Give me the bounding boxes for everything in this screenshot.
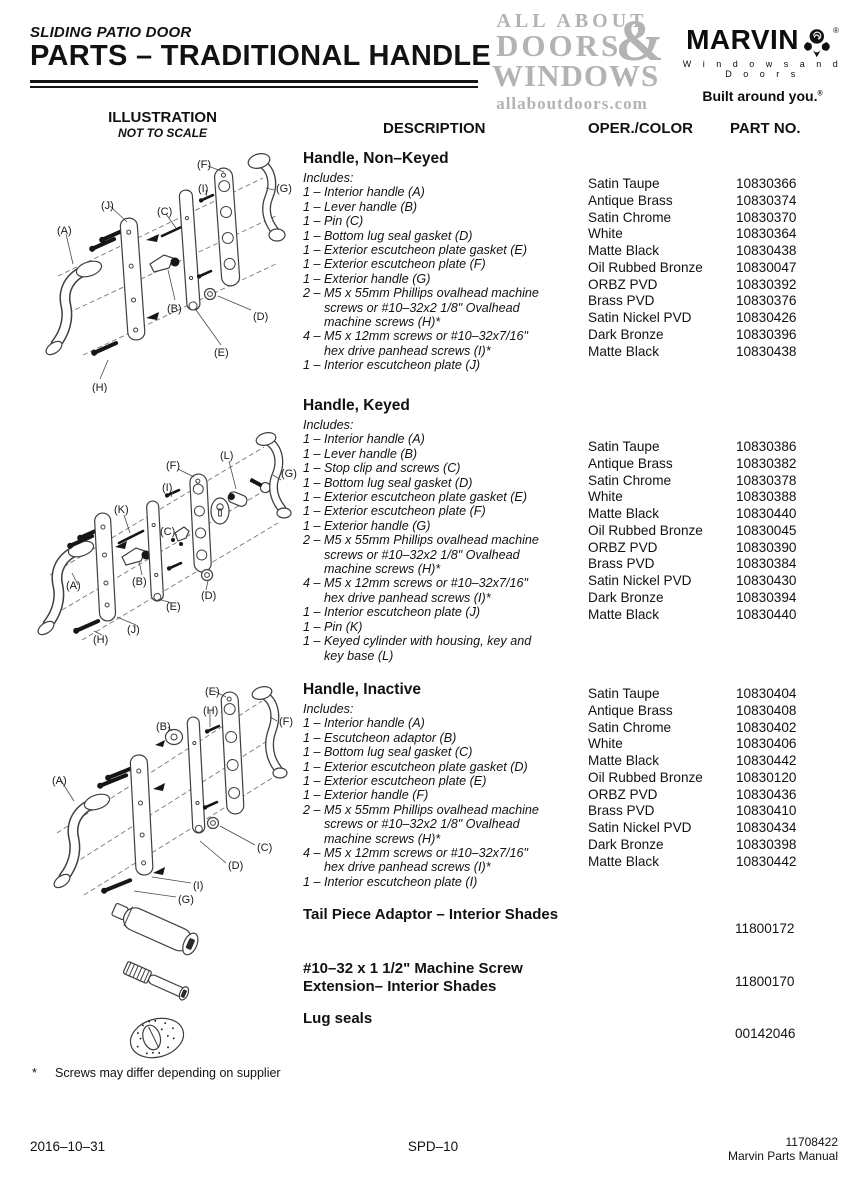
finish-part-number: 10830388 (736, 489, 797, 505)
finish-table-keyed (588, 439, 838, 623)
finish-row (588, 193, 838, 210)
includes-item: 1 – Keyed cylinder with housing, key and (303, 634, 532, 649)
callout-label: (K) (114, 504, 129, 516)
column-header-description: DESCRIPTION (383, 120, 486, 137)
illustration-handle-inactive (22, 683, 302, 908)
includes-list (303, 185, 578, 372)
finish-color: Matte Black (588, 753, 660, 768)
callout-label: (H) (92, 382, 108, 393)
section-handle-keyed (303, 397, 578, 663)
finish-row (588, 456, 838, 473)
finish-part-number: 10830376 (736, 293, 797, 309)
callout-label: (C) (160, 526, 176, 538)
part-number: 11800170 (735, 974, 795, 989)
finish-color: Satin Chrome (588, 472, 672, 488)
tail-piece-adaptor-drawing (109, 903, 201, 957)
includes-item: 1 – Bottom lug seal gasket (C) (303, 745, 473, 760)
illustration-misc-parts (105, 903, 240, 1065)
finish-color: Satin Chrome (588, 209, 672, 225)
includes-item: 1 – Exterior handle (G) (303, 271, 431, 286)
includes-item: key base (L) (303, 648, 394, 663)
finish-row (588, 703, 838, 720)
callout-label: (I) (193, 880, 204, 892)
finish-color: White (588, 736, 623, 752)
finish-part-number: 10830438 (736, 243, 797, 258)
lever-handle-drawing (150, 255, 173, 272)
finish-color: ORBZ PVD (588, 276, 658, 292)
finish-part-number: 10830120 (736, 769, 797, 785)
includes-item: 4 – M5 x 12mm screws or #10–32x7/16" (303, 576, 528, 591)
finish-part-number: 10830434 (736, 820, 797, 835)
brand-tagline: Built around you.® (702, 88, 823, 104)
callout-label: (G) (281, 468, 297, 480)
finish-color: Oil Rubbed Bronze (588, 522, 703, 538)
includes-item: screws or #10–32x2 1/8" Ovalhead (303, 817, 520, 832)
page-title: PARTS – TRADITIONAL HANDLE (30, 40, 492, 72)
column-header-oper-color: OPER./COLOR (588, 120, 694, 137)
finish-row (588, 556, 838, 573)
includes-item: 1 – Exterior escutcheon plate (F) (303, 257, 486, 272)
finish-color: Antique Brass (588, 455, 673, 471)
illustration-handle-non-keyed (28, 148, 303, 393)
watermark-line3: WINDOWS (492, 58, 660, 93)
finish-row (588, 686, 838, 703)
callout-label: (E) (214, 347, 229, 359)
finish-row (588, 327, 838, 344)
finish-part-number: 10830440 (736, 606, 797, 622)
finish-part-number: 10830438 (736, 343, 797, 359)
finish-row (588, 439, 838, 456)
column-header-part-no: PART NO. (730, 120, 801, 137)
includes-item: machine screws (H)* (303, 831, 441, 846)
includes-item: 1 – Pin (C) (303, 214, 364, 229)
finish-row (588, 277, 838, 294)
finish-row (588, 787, 838, 804)
callout-label: (A) (57, 225, 72, 237)
finish-color: White (588, 489, 623, 505)
brand-name: MARVIN (686, 24, 800, 55)
includes-item: 1 – Interior escutcheon plate (J) (303, 605, 481, 620)
finish-part-number: 10830386 (736, 439, 797, 454)
finish-row (588, 540, 838, 557)
includes-item: machine screws (H)* (303, 562, 441, 577)
finish-part-number: 10830378 (736, 472, 797, 488)
finish-color: Matte Black (588, 853, 660, 869)
includes-item: 2 – M5 x 55mm Phillips ovalhead machine (303, 286, 539, 301)
extra-part-lug-seals: Lug seals (303, 1010, 373, 1027)
finish-part-number: 10830366 (736, 176, 797, 191)
callout-label: (H) (203, 705, 219, 717)
finish-part-number: 10830436 (736, 786, 797, 802)
includes-item: 1 – Escutcheon adaptor (B) (303, 730, 457, 745)
callout-label: (B) (132, 576, 147, 588)
callout-label: (A) (66, 580, 81, 592)
finish-part-number: 10830047 (736, 259, 797, 275)
finish-part-number: 10830374 (736, 192, 797, 208)
footnote-text: Screws may differ depending on supplier (55, 1066, 281, 1080)
finish-color: Matte Black (588, 606, 660, 622)
exterior-handle-drawing (247, 151, 285, 241)
finish-color: White (588, 226, 623, 242)
extra-part-machine-screw-extension: #10–32 x 1 1/2" Machine Screw Extension– Interior Shades (303, 960, 523, 995)
callout-label: (B) (156, 721, 171, 733)
section-title: Handle, Keyed (303, 397, 410, 414)
includes-item: 1 – Bottom lug seal gasket (D) (303, 228, 473, 243)
finish-color: Dark Bronze (588, 836, 664, 852)
finish-row (588, 293, 838, 310)
section-title: Handle, Non–Keyed (303, 150, 449, 167)
finish-part-number: 10830406 (736, 736, 797, 752)
finish-color: ORBZ PVD (588, 539, 658, 555)
callout-label: (J) (127, 624, 140, 636)
watermark-line1: ALL ABOUT (496, 10, 648, 32)
callout-label: (C) (157, 206, 173, 218)
includes-item: 1 – Exterior escutcheon plate (E) (303, 774, 487, 789)
finish-row (588, 523, 838, 540)
callout-label: (G) (276, 183, 292, 195)
finish-row (588, 736, 838, 753)
callout-label: (B) (167, 303, 182, 315)
finish-color: Matte Black (588, 506, 660, 521)
brand-block (680, 26, 845, 104)
finish-row (588, 573, 838, 590)
callout-label: (G) (178, 894, 194, 906)
footer-doc-block (728, 1135, 838, 1163)
finish-row (588, 720, 838, 737)
finish-part-number: 10830045 (736, 522, 797, 538)
finish-color: Satin Nickel PVD (588, 820, 692, 835)
includes-item: 1 – Lever handle (B) (303, 446, 418, 461)
finish-row (588, 344, 838, 361)
includes-item: hex drive panhead screws (I)* (303, 343, 491, 358)
includes-item: 1 – Stop clip and screws (C) (303, 461, 461, 476)
finish-color: Matte Black (588, 343, 660, 359)
finish-color: Satin Nickel PVD (588, 573, 692, 588)
finish-part-number: 10830396 (736, 326, 797, 342)
includes-item: hex drive panhead screws (I)* (303, 590, 491, 605)
finish-part-number: 10830442 (736, 853, 797, 869)
section-handle-non-keyed (303, 150, 578, 373)
callout-label: (H) (93, 634, 109, 646)
finish-color: Brass PVD (588, 803, 655, 819)
part-number: 11800172 (735, 921, 795, 936)
finish-color: Brass PVD (588, 293, 655, 309)
finish-row (588, 753, 838, 770)
footer-date: 2016–10–31 (30, 1139, 106, 1154)
footer-doc-title: Marvin Parts Manual (727, 1149, 838, 1163)
finish-part-number: 10830430 (736, 573, 797, 588)
includes-label: Includes: (303, 702, 354, 716)
lug-seal-drawing (126, 1012, 188, 1063)
includes-item: 1 – Pin (K) (303, 619, 363, 634)
finish-color: Satin Chrome (588, 719, 672, 735)
includes-label: Includes: (303, 171, 354, 185)
includes-item: 2 – M5 x 55mm Phillips ovalhead machine (303, 533, 539, 548)
part-number: 00142046 (735, 1026, 796, 1041)
includes-list (303, 432, 578, 663)
illustration-handle-keyed (22, 425, 302, 675)
callout-label: (E) (205, 686, 220, 698)
page-subtitle: SLIDING PATIO DOOR (30, 24, 192, 41)
includes-item: screws or #10–32x2 1/8" Ovalhead (303, 547, 520, 562)
finish-color: Antique Brass (588, 192, 673, 208)
finish-part-number: 10830408 (736, 702, 797, 718)
includes-item: 1 – Interior escutcheon plate (J) (303, 358, 481, 373)
watermark-line2: DOORS (496, 28, 622, 63)
callout-label: (F) (166, 460, 181, 472)
includes-item: 1 – Exterior handle (F) (303, 788, 429, 803)
callout-label: (L) (220, 450, 234, 462)
tagline-mark: ® (817, 90, 823, 98)
finish-color: Satin Nickel PVD (588, 310, 692, 325)
watermark-ampersand: & (615, 8, 664, 73)
column-header-illustration: ILLUSTRATION (108, 109, 217, 126)
includes-item: 1 – Exterior handle (G) (303, 518, 431, 533)
finish-part-number: 10830394 (736, 589, 797, 605)
finish-part-number: 10830392 (736, 276, 797, 292)
includes-item: 1 – Exterior escutcheon plate gasket (D) (303, 759, 528, 774)
callout-label: (I) (162, 482, 173, 494)
interior-handle-drawing (44, 258, 104, 357)
finish-row (588, 506, 838, 523)
finish-color: Satin Taupe (588, 439, 660, 454)
finish-part-number: 10830398 (736, 836, 797, 852)
finish-row (588, 607, 838, 624)
includes-item: 1 – Lever handle (B) (303, 199, 418, 214)
callout-label: (C) (257, 842, 273, 854)
includes-item: 4 – M5 x 12mm screws or #10–32x7/16" (303, 846, 528, 861)
finish-color: Dark Bronze (588, 589, 664, 605)
footer-page-code: SPD–10 (407, 1139, 459, 1154)
includes-item: 1 – Exterior escutcheon plate gasket (E) (303, 490, 528, 505)
finish-row (588, 210, 838, 227)
finish-color: Satin Taupe (588, 686, 660, 701)
finish-part-number: 10830382 (736, 455, 797, 471)
includes-label: Includes: (303, 418, 354, 432)
finish-color: Brass PVD (588, 556, 655, 572)
finish-part-number: 10830390 (736, 539, 797, 555)
finish-row (588, 489, 838, 506)
finish-color: Dark Bronze (588, 326, 664, 342)
exterior-escutcheon-plate-drawing (214, 168, 240, 287)
includes-item: 1 – Interior handle (A) (303, 432, 425, 447)
column-header-not-to-scale: NOT TO SCALE (117, 126, 208, 140)
includes-item: 1 – Interior handle (A) (303, 716, 425, 731)
includes-item: screws or #10–32x2 1/8" Ovalhead (303, 300, 520, 315)
includes-item: 1 – Interior handle (A) (303, 185, 425, 200)
finish-part-number: 10830370 (736, 209, 797, 225)
title-divider (30, 80, 478, 88)
finish-row (588, 243, 838, 260)
finish-color: Antique Brass (588, 702, 673, 718)
callout-label: (F) (197, 159, 212, 171)
section-handle-inactive (303, 681, 578, 889)
callout-label: (D) (253, 311, 269, 323)
footnote-mark: * (32, 1066, 37, 1080)
finish-row (588, 176, 838, 193)
finish-table-non-keyed (588, 176, 838, 360)
callout-label: (A) (52, 775, 67, 787)
finish-color: Matte Black (588, 243, 660, 258)
extra-part-tail-piece-adaptor: Tail Piece Adaptor – Interior Shades (303, 906, 559, 923)
finish-color: Oil Rubbed Bronze (588, 259, 703, 275)
finish-row (588, 590, 838, 607)
callout-label: (D) (201, 590, 217, 602)
finish-part-number: 10830426 (736, 310, 797, 325)
finish-part-number: 10830442 (736, 753, 797, 768)
finish-row (588, 803, 838, 820)
machine-screw-extension-drawing (123, 961, 191, 1001)
finish-color: Oil Rubbed Bronze (588, 769, 703, 785)
plate-gasket-drawing (179, 190, 200, 311)
brand-registered-mark: ® (833, 26, 839, 35)
finish-table-inactive (588, 686, 838, 870)
flower-icon (799, 26, 833, 58)
callout-label: (J) (101, 200, 114, 212)
section-title: Handle, Inactive (303, 681, 422, 698)
finish-row (588, 837, 838, 854)
includes-list (303, 716, 578, 889)
includes-item: 1 – Bottom lug seal gasket (D) (303, 475, 473, 490)
finish-row (588, 260, 838, 277)
callout-label: (D) (228, 860, 244, 872)
includes-item: machine screws (H)* (303, 315, 441, 330)
includes-item: 1 – Interior escutcheon plate (I) (303, 874, 478, 889)
finish-row (588, 473, 838, 490)
includes-item: 1 – Exterior escutcheon plate (F) (303, 504, 486, 519)
watermark-url: allaboutdoors.com (496, 94, 648, 113)
finish-part-number: 10830364 (736, 226, 797, 242)
finish-row (588, 770, 838, 787)
finish-row (588, 226, 838, 243)
callout-label: (F) (279, 716, 294, 728)
finish-row (588, 854, 838, 871)
finish-color: ORBZ PVD (588, 786, 658, 802)
finish-row (588, 820, 838, 837)
finish-part-number: 10830440 (736, 506, 797, 521)
finish-part-number: 10830384 (736, 556, 797, 572)
includes-item: 4 – M5 x 12mm screws or #10–32x7/16" (303, 329, 528, 344)
finish-part-number: 10830402 (736, 719, 797, 735)
includes-item: 1 – Exterior escutcheon plate gasket (E) (303, 243, 528, 258)
watermark-logo (492, 8, 664, 116)
finish-row (588, 310, 838, 327)
callout-label: (I) (198, 183, 209, 195)
includes-item: hex drive panhead screws (I)* (303, 860, 491, 875)
finish-part-number: 10830404 (736, 686, 797, 701)
finish-part-number: 10830410 (736, 803, 797, 819)
finish-color: Satin Taupe (588, 176, 660, 191)
footer-doc-number: 11708422 (785, 1135, 838, 1149)
callout-label: (E) (166, 601, 181, 613)
brand-subname: W i n d o w s a n d D o o r s (682, 59, 843, 79)
includes-item: 2 – M5 x 55mm Phillips ovalhead machine (303, 802, 539, 817)
